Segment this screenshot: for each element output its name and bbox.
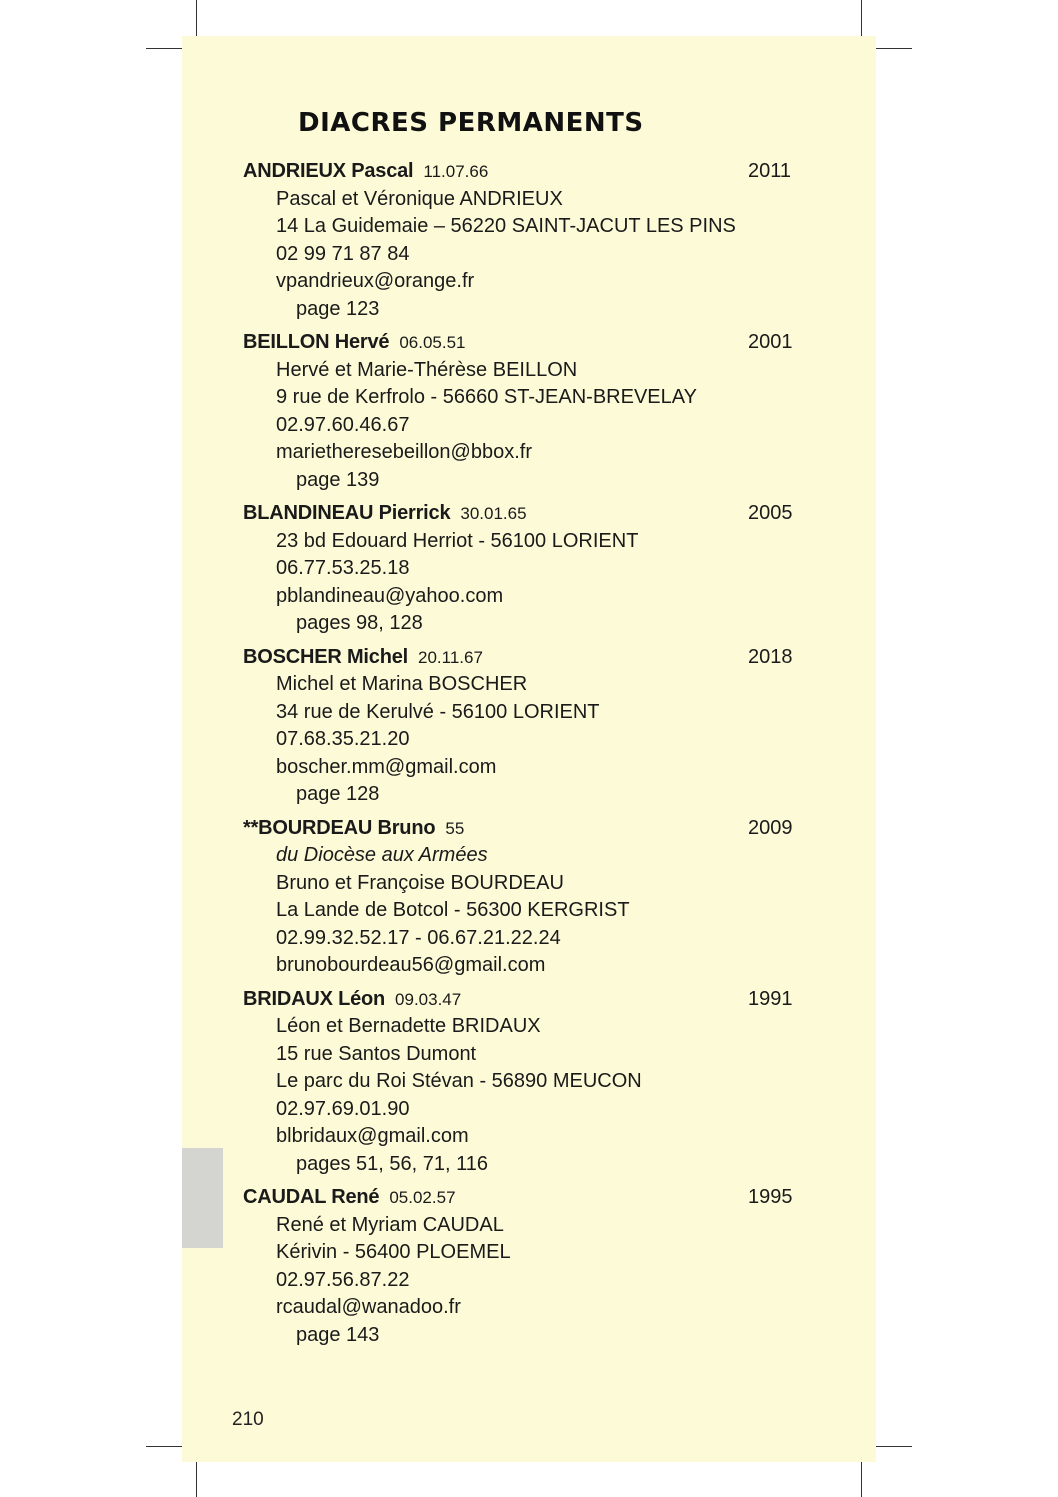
contact-line: 07.68.35.21.20 xyxy=(276,728,410,750)
crop-mark xyxy=(861,1462,862,1497)
contact-line: 02 99 71 87 84 xyxy=(276,242,410,265)
page-reference: page 139 xyxy=(296,468,380,491)
deacon-name: ANDRIEUX Pascal xyxy=(243,160,414,182)
ordination-year: 2009 xyxy=(748,816,793,839)
birth-date: 05.02.57 xyxy=(389,1188,456,1207)
birth-date: 09.03.47 xyxy=(395,989,462,1009)
page-reference: page 143 xyxy=(296,1323,380,1346)
entry-header xyxy=(243,500,803,528)
entry-header xyxy=(243,158,803,186)
crop-mark xyxy=(146,1446,182,1447)
deacon-name: BRIDAUX Léon xyxy=(243,987,386,1010)
contact-line: marietheresebeillon@bbox.fr xyxy=(276,441,532,463)
crop-mark xyxy=(146,48,182,49)
ordination-year: 2011 xyxy=(748,160,792,182)
crop-mark xyxy=(876,48,912,49)
page-title: DIACRES PERMANENTS xyxy=(298,108,644,138)
crop-mark xyxy=(196,0,197,36)
contact-line: Michel et Marina BOSCHER xyxy=(276,673,528,695)
entry-header xyxy=(243,1184,803,1212)
section-tab-marker xyxy=(182,1148,223,1248)
contact-line: 14 La Guidemaie – 56220 SAINT-JACUT LES PINS xyxy=(276,215,736,237)
ordination-year: 2018 xyxy=(748,645,793,668)
deacon-name: BLANDINEAU Pierrick xyxy=(243,502,451,524)
contact-line: Hervé et Marie-Thérèse BEILLON xyxy=(276,358,578,381)
ordination-year: 1995 xyxy=(748,1186,793,1208)
contact-line: rcaudal@wanadoo.fr xyxy=(276,1296,461,1318)
contact-line: 02.97.69.01.90 xyxy=(276,1097,410,1120)
contact-line: Bruno et Françoise BOURDEAU xyxy=(276,871,564,894)
contact-line: Le parc du Roi Stévan - 56890 MEUCON xyxy=(276,1070,642,1092)
contact-line: 02.97.60.46.67 xyxy=(276,413,410,436)
page-reference: pages 51, 56, 71, 116 xyxy=(296,1152,489,1175)
deacon-name: BEILLON Hervé xyxy=(243,331,390,353)
contact-line: 15 rue Santos Dumont xyxy=(276,1042,477,1065)
contact-line: La Lande de Botcol - 56300 KERGRIST xyxy=(276,899,630,921)
contact-line: 06.77.53.25.18 xyxy=(276,557,410,579)
birth-date: 11.07.66 xyxy=(423,162,489,181)
page-reference: pages 98, 128 xyxy=(296,612,423,634)
contact-line: blbridaux@gmail.com xyxy=(276,1125,469,1147)
deacon-entry xyxy=(243,158,803,323)
ordination-year: 2001 xyxy=(748,331,793,353)
entry-header xyxy=(243,815,803,843)
contact-line: Pascal et Véronique ANDRIEUX xyxy=(276,187,563,210)
entry-header xyxy=(243,986,803,1014)
crop-mark xyxy=(876,1446,912,1447)
contact-line: 9 rue de Kerfrolo - 56660 ST-JEAN-BREVELAY xyxy=(276,386,697,408)
contact-line: vpandrieux@orange.fr xyxy=(276,270,475,292)
deacon-entry xyxy=(243,986,803,1179)
page-number: 210 xyxy=(232,1409,264,1430)
deacon-entry xyxy=(243,329,803,494)
birth-date: 55 xyxy=(445,818,465,838)
deacon-name: **BOURDEAU Bruno xyxy=(243,816,436,839)
contact-line: Kérivin - 56400 PLOEMEL xyxy=(276,1241,511,1263)
deacon-entry xyxy=(243,815,803,980)
crop-mark xyxy=(196,1462,197,1497)
crop-mark xyxy=(861,0,862,36)
page-reference: page 123 xyxy=(296,297,380,320)
deacon-name: CAUDAL René xyxy=(243,1186,380,1208)
contact-line: brunobourdeau56@gmail.com xyxy=(276,954,546,976)
deacon-name: BOSCHER Michel xyxy=(243,645,409,668)
page-reference: page 128 xyxy=(296,783,380,805)
contact-line: boscher.mm@gmail.com xyxy=(276,755,497,778)
contact-line: 02.97.56.87.22 xyxy=(276,1268,410,1291)
contact-line: 02.99.32.52.17 - 06.67.21.22.24 xyxy=(276,926,561,949)
diocese-note: du Diocèse aux Armées xyxy=(276,844,488,866)
contact-line: René et Myriam CAUDAL xyxy=(276,1213,504,1236)
contact-line: Léon et Bernadette BRIDAUX xyxy=(276,1015,541,1037)
entry-header xyxy=(243,644,803,672)
ordination-year: 2005 xyxy=(748,502,793,524)
deacon-entry xyxy=(243,1184,803,1349)
contact-line: 23 bd Edouard Herriot - 56100 LORIENT xyxy=(276,529,639,552)
birth-date: 30.01.65 xyxy=(460,504,527,523)
ordination-year: 1991 xyxy=(748,987,793,1010)
entry-header xyxy=(243,329,803,357)
contact-line: 34 rue de Kerulvé - 56100 LORIENT xyxy=(276,700,600,723)
deacon-directory xyxy=(243,158,803,1355)
birth-date: 20.11.67 xyxy=(418,647,483,667)
deacon-entry xyxy=(243,500,803,638)
birth-date: 06.05.51 xyxy=(399,333,466,352)
contact-line: pblandineau@yahoo.com xyxy=(276,584,504,607)
deacon-entry xyxy=(243,644,803,809)
